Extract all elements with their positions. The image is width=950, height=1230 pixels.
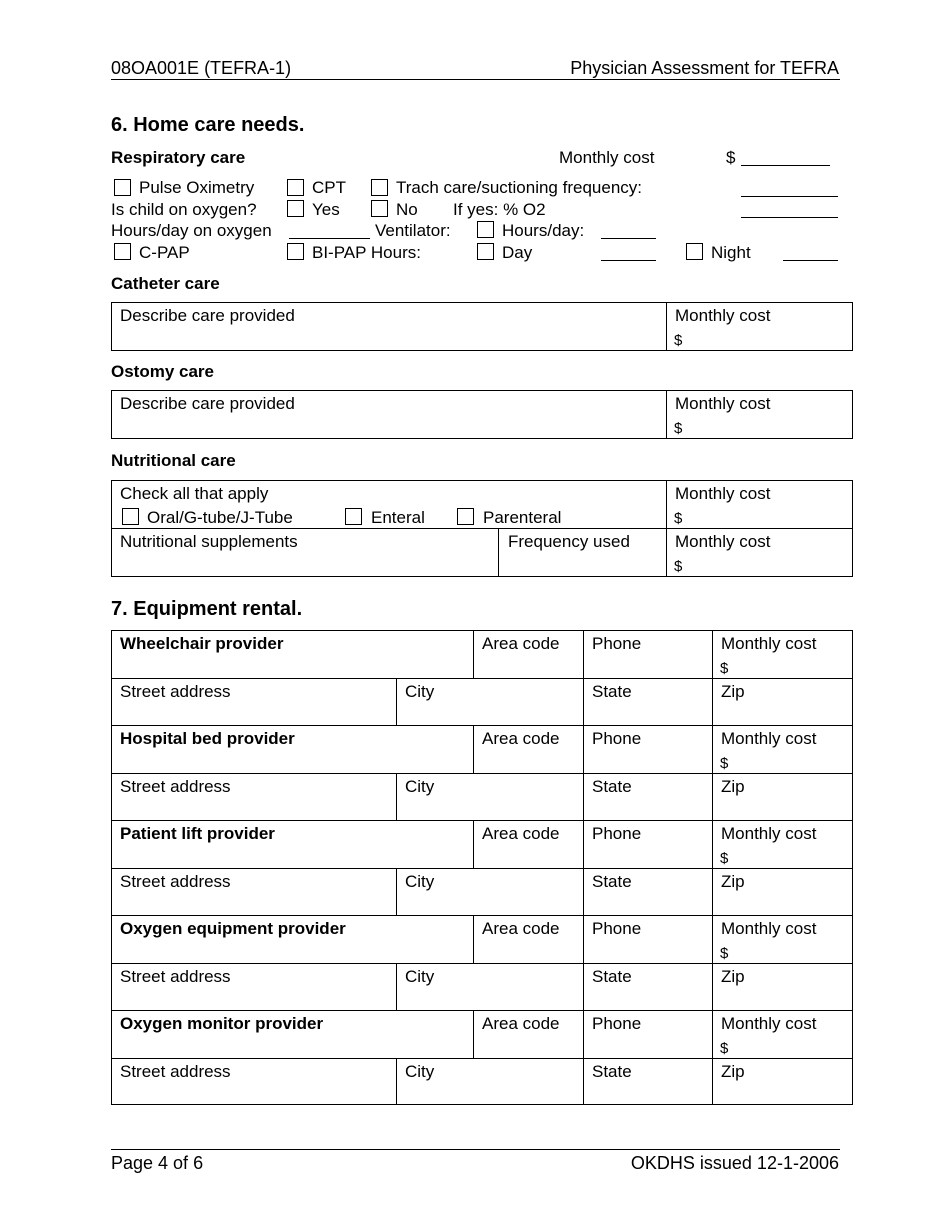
pulse-oximetry-checkbox[interactable] <box>114 179 131 196</box>
state-label: State <box>592 871 632 891</box>
phone-label: Phone <box>592 919 642 938</box>
oxygen-no-checkbox[interactable] <box>371 200 388 217</box>
cpap-checkbox[interactable] <box>114 243 131 260</box>
provider-name-label: Patient lift provider <box>120 824 275 843</box>
monthly-cost-label: Monthly cost <box>721 1014 817 1033</box>
supplements-dollar: $ <box>674 558 683 575</box>
state-label: State <box>592 1061 632 1081</box>
monthly-cost-dollar: $ <box>720 755 729 772</box>
ostomy-care-box <box>111 390 853 439</box>
supplements-monthly-cost-label: Monthly cost <box>675 532 771 551</box>
header-rule <box>111 79 840 80</box>
nutritional-monthly-cost-label: Monthly cost <box>675 484 771 503</box>
monthly-cost-label: Monthly cost <box>721 729 817 748</box>
trach-care-checkbox[interactable] <box>371 179 388 196</box>
city-label: City <box>405 966 435 986</box>
area-code-label: Area code <box>482 919 560 938</box>
ostomy-monthly-cost-label: Monthly cost <box>675 394 771 413</box>
monthly-cost-label: Monthly cost <box>721 919 817 938</box>
catheter-dollar: $ <box>674 332 683 349</box>
pulse-oximetry-label: Pulse Oximetry <box>139 178 255 197</box>
trach-frequency-field[interactable] <box>741 196 838 197</box>
ostomy-dollar: $ <box>674 420 683 437</box>
oxygen-percent-field[interactable] <box>741 217 838 218</box>
monthly-cost-dollar: $ <box>720 660 729 677</box>
supplements-label: Nutritional supplements <box>120 532 298 551</box>
frequency-used-label: Frequency used <box>508 532 630 551</box>
day-label: Day <box>502 243 533 262</box>
ventilator-hours-label: Hours/day: <box>502 221 585 240</box>
oxygen-yes-checkbox[interactable] <box>287 200 304 217</box>
respiratory-care-title: Respiratory care <box>111 148 246 167</box>
cpt-label: CPT <box>312 178 346 197</box>
street-address-label: Street address <box>120 1061 231 1081</box>
city-label: City <box>405 1061 435 1081</box>
nutritional-care-box <box>111 480 853 577</box>
street-address-label: Street address <box>120 966 231 986</box>
catheter-care-title: Catheter care <box>111 274 220 293</box>
monthly-cost-dollar: $ <box>720 945 729 962</box>
area-code-label: Area code <box>482 634 560 653</box>
phone-label: Phone <box>592 729 642 748</box>
catheter-monthly-cost-label: Monthly cost <box>675 306 771 325</box>
oxygen-yes-label: Yes <box>312 200 340 219</box>
monthly-cost-label: Monthly cost <box>721 634 817 653</box>
oral-tube-label: Oral/G-tube/J-Tube <box>147 508 293 527</box>
city-label: City <box>405 871 435 891</box>
street-address-label: Street address <box>120 776 231 796</box>
form-id: 08OA001E (TEFRA-1) <box>111 58 292 78</box>
monthly-cost-label: Monthly cost <box>721 824 817 843</box>
ostomy-care-title: Ostomy care <box>111 362 214 381</box>
bipap-checkbox[interactable] <box>287 243 304 260</box>
day-hours-field[interactable] <box>601 260 656 261</box>
nutritional-dollar: $ <box>674 510 683 527</box>
provider-name-label: Wheelchair provider <box>120 634 284 653</box>
oxygen-no-label: No <box>396 200 418 219</box>
state-label: State <box>592 681 632 701</box>
city-label: City <box>405 776 435 796</box>
hours-oxygen-field[interactable] <box>289 238 370 239</box>
nutritional-care-title: Nutritional care <box>111 451 236 470</box>
state-label: State <box>592 966 632 986</box>
oral-tube-checkbox[interactable] <box>122 508 139 525</box>
respiratory-dollar: $ <box>726 148 736 167</box>
provider-name-label: Oxygen monitor provider <box>120 1014 324 1033</box>
bipap-label: BI-PAP Hours: <box>312 243 421 262</box>
area-code-label: Area code <box>482 824 560 843</box>
zip-label: Zip <box>721 681 745 701</box>
street-address-label: Street address <box>120 681 231 701</box>
phone-label: Phone <box>592 824 642 843</box>
oxygen-percent-label: If yes: % O2 <box>453 200 546 219</box>
provider-name-label: Hospital bed provider <box>120 729 295 748</box>
trach-care-label: Trach care/suctioning frequency: <box>396 178 642 197</box>
issued-date: OKDHS issued 12-1-2006 <box>630 1153 839 1173</box>
phone-label: Phone <box>592 1014 642 1033</box>
enteral-label: Enteral <box>371 508 425 527</box>
night-hours-field[interactable] <box>783 260 838 261</box>
hours-oxygen-label: Hours/day on oxygen <box>111 221 272 240</box>
section-7-title: 7. Equipment rental. <box>111 598 303 620</box>
night-label: Night <box>711 243 751 262</box>
section-6-title: 6. Home care needs. <box>111 114 305 136</box>
monthly-cost-dollar: $ <box>720 850 729 867</box>
parenteral-label: Parenteral <box>483 508 562 527</box>
ventilator-hours-field[interactable] <box>601 238 656 239</box>
area-code-label: Area code <box>482 729 560 748</box>
catheter-care-box <box>111 302 853 351</box>
cpap-label: C-PAP <box>139 243 190 262</box>
cpt-checkbox[interactable] <box>287 179 304 196</box>
page-number: Page 4 of 6 <box>111 1153 204 1173</box>
zip-label: Zip <box>721 871 745 891</box>
oxygen-question-label: Is child on oxygen? <box>111 200 257 219</box>
provider-name-label: Oxygen equipment provider <box>120 919 346 938</box>
street-address-label: Street address <box>120 871 231 891</box>
night-checkbox[interactable] <box>686 243 703 260</box>
phone-label: Phone <box>592 634 642 653</box>
area-code-label: Area code <box>482 1014 560 1033</box>
parenteral-checkbox[interactable] <box>457 508 474 525</box>
catheter-describe-label: Describe care provided <box>120 306 295 325</box>
footer-rule <box>111 1149 840 1150</box>
zip-label: Zip <box>721 966 745 986</box>
respiratory-monthly-cost-field[interactable] <box>741 165 830 166</box>
zip-label: Zip <box>721 1061 745 1081</box>
day-checkbox[interactable] <box>477 243 494 260</box>
respiratory-monthly-cost-label: Monthly cost <box>559 148 655 167</box>
monthly-cost-dollar: $ <box>720 1040 729 1057</box>
zip-label: Zip <box>721 776 745 796</box>
form-title: Physician Assessment for TEFRA <box>570 58 839 78</box>
ostomy-describe-label: Describe care provided <box>120 394 295 413</box>
ventilator-checkbox[interactable] <box>477 221 494 238</box>
ventilator-label: Ventilator: <box>375 221 451 240</box>
city-label: City <box>405 681 435 701</box>
state-label: State <box>592 776 632 796</box>
check-all-label: Check all that apply <box>120 484 269 503</box>
enteral-checkbox[interactable] <box>345 508 362 525</box>
